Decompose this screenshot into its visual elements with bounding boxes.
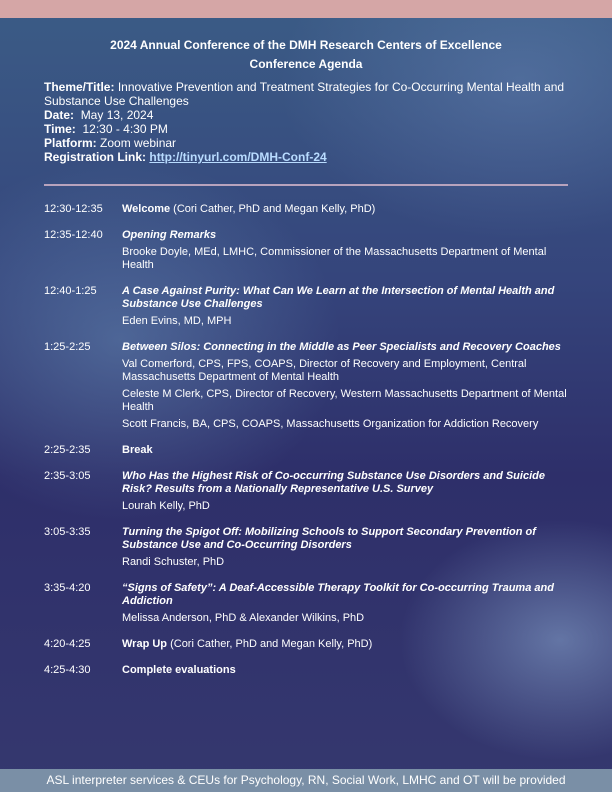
agenda-item — [44, 203, 574, 216]
session-heading — [122, 341, 572, 354]
session-heading — [122, 229, 572, 242]
session-title: Opening Remarks — [122, 229, 217, 241]
session-title: Complete evaluations — [122, 664, 236, 676]
agenda-time: 4:20-4:25 — [44, 638, 91, 650]
session-title: “Signs of Safety”: A Deaf-Accessible Therapy Toolkit for Co-occurring Trauma and Addiction — [122, 582, 554, 607]
agenda-item — [44, 285, 574, 328]
agenda-description — [122, 664, 572, 677]
agenda-description — [122, 470, 572, 513]
title-block — [0, 36, 612, 74]
session-heading — [122, 664, 572, 677]
session-heading — [122, 638, 572, 651]
agenda-time: 12:40-1:25 — [44, 285, 97, 297]
session-title: Wrap Up — [122, 638, 168, 650]
agenda-description — [122, 203, 572, 216]
platform-value: Zoom webinar — [100, 136, 177, 150]
session-hosts: (Cori Cather, PhD and Megan Kelly, PhD) — [170, 203, 376, 215]
agenda-item — [44, 638, 574, 651]
session-title: Welcome — [122, 203, 171, 215]
session-speaker: Lourah Kelly, PhD — [122, 500, 210, 512]
session-heading — [122, 470, 572, 496]
session-speaker: Val Comerford, CPS, FPS, COAPS, Director of Recovery and Employment, Central Massachusetts Department of Mental Health — [122, 358, 527, 383]
session-hosts: (Cori Cather, PhD and Megan Kelly, PhD) — [167, 638, 373, 650]
session-heading — [122, 526, 572, 552]
session-title: Who Has the Highest Risk of Co-occurring Substance Use Disorders and Suicide Risk? Results from a Nationally Representative U.S. Survey — [122, 470, 545, 495]
section-divider — [44, 184, 568, 186]
session-speaker: Eden Evins, MD, MPH — [122, 315, 232, 327]
platform-row — [44, 136, 574, 150]
agenda-description — [122, 444, 572, 457]
agenda-description — [122, 638, 572, 651]
agenda-description — [122, 582, 572, 625]
footer-banner: ASL interpreter services & CEUs for Psychology, RN, Social Work, LMHC and OT will be provided — [0, 769, 612, 792]
session-heading — [122, 582, 572, 608]
registration-label: Registration Link: — [44, 150, 147, 164]
session-speaker: Melissa Anderson, PhD & Alexander Wilkins, PhD — [122, 612, 365, 624]
theme-value: Innovative Prevention and Treatment Strategies for Co-Occurring Mental Health and Substance Use Challenges — [44, 80, 565, 108]
session-heading — [122, 203, 572, 216]
agenda-time: 12:35-12:40 — [44, 229, 103, 241]
session-title: Break — [122, 444, 153, 456]
agenda-time: 1:25-2:25 — [44, 341, 91, 353]
agenda-item — [44, 470, 574, 513]
agenda-time: 12:30-12:35 — [44, 203, 103, 215]
agenda-description — [122, 229, 572, 272]
agenda-time: 3:35-4:20 — [44, 582, 91, 594]
session-speaker: Brooke Doyle, MEd, LMHC, Commissioner of the Massachusetts Department of Mental Health — [122, 246, 547, 271]
theme-label: Theme/Title: — [44, 80, 115, 94]
agenda-item — [44, 229, 574, 272]
top-accent-bar — [0, 0, 612, 18]
agenda-time: 2:25-2:35 — [44, 444, 91, 456]
registration-row — [44, 150, 574, 164]
session-heading — [122, 285, 572, 311]
date-value: May 13, 2024 — [80, 108, 154, 122]
agenda-description — [122, 341, 572, 431]
agenda-heading: Conference Agenda — [249, 57, 363, 71]
agenda-item — [44, 664, 574, 677]
agenda-item — [44, 444, 574, 457]
theme-row — [44, 80, 574, 108]
session-title: A Case Against Purity: What Can We Learn at the Intersection of Mental Health and Substance Use Challenges — [122, 285, 555, 310]
time-label: Time: — [44, 122, 76, 136]
agenda-item — [44, 341, 574, 431]
agenda-time: 3:05-3:35 — [44, 526, 91, 538]
session-title: Turning the Spigot Off: Mobilizing Schools to Support Secondary Prevention of Substance Use and Co-Occurring Disorders — [122, 526, 536, 551]
time-row — [44, 122, 574, 136]
agenda-description — [122, 526, 572, 569]
session-speaker: Celeste M Clerk, CPS, Director of Recovery, Western Massachusetts Department of Mental Health — [122, 388, 567, 413]
agenda-time: 4:25-4:30 — [44, 664, 91, 676]
event-info — [44, 80, 574, 164]
agenda-list — [44, 203, 574, 690]
session-speaker: Scott Francis, BA, CPS, COAPS, Massachusetts Organization for Addiction Recovery — [122, 418, 539, 430]
date-label: Date: — [44, 108, 75, 122]
agenda-item — [44, 526, 574, 569]
registration-link[interactable]: http://tinyurl.com/DMH-Conf-24 — [149, 150, 327, 164]
agenda-item — [44, 582, 574, 625]
platform-label: Platform: — [44, 136, 97, 150]
session-speaker: Randi Schuster, PhD — [122, 556, 225, 568]
session-heading — [122, 444, 572, 457]
agenda-time: 2:35-3:05 — [44, 470, 91, 482]
session-title: Between Silos: Connecting in the Middle as Peer Specialists and Recovery Coaches — [122, 341, 561, 353]
conference-title: 2024 Annual Conference of the DMH Research Centers of Excellence — [110, 38, 502, 52]
date-row — [44, 108, 574, 122]
time-value: 12:30 - 4:30 PM — [82, 122, 168, 136]
agenda-description — [122, 285, 572, 328]
